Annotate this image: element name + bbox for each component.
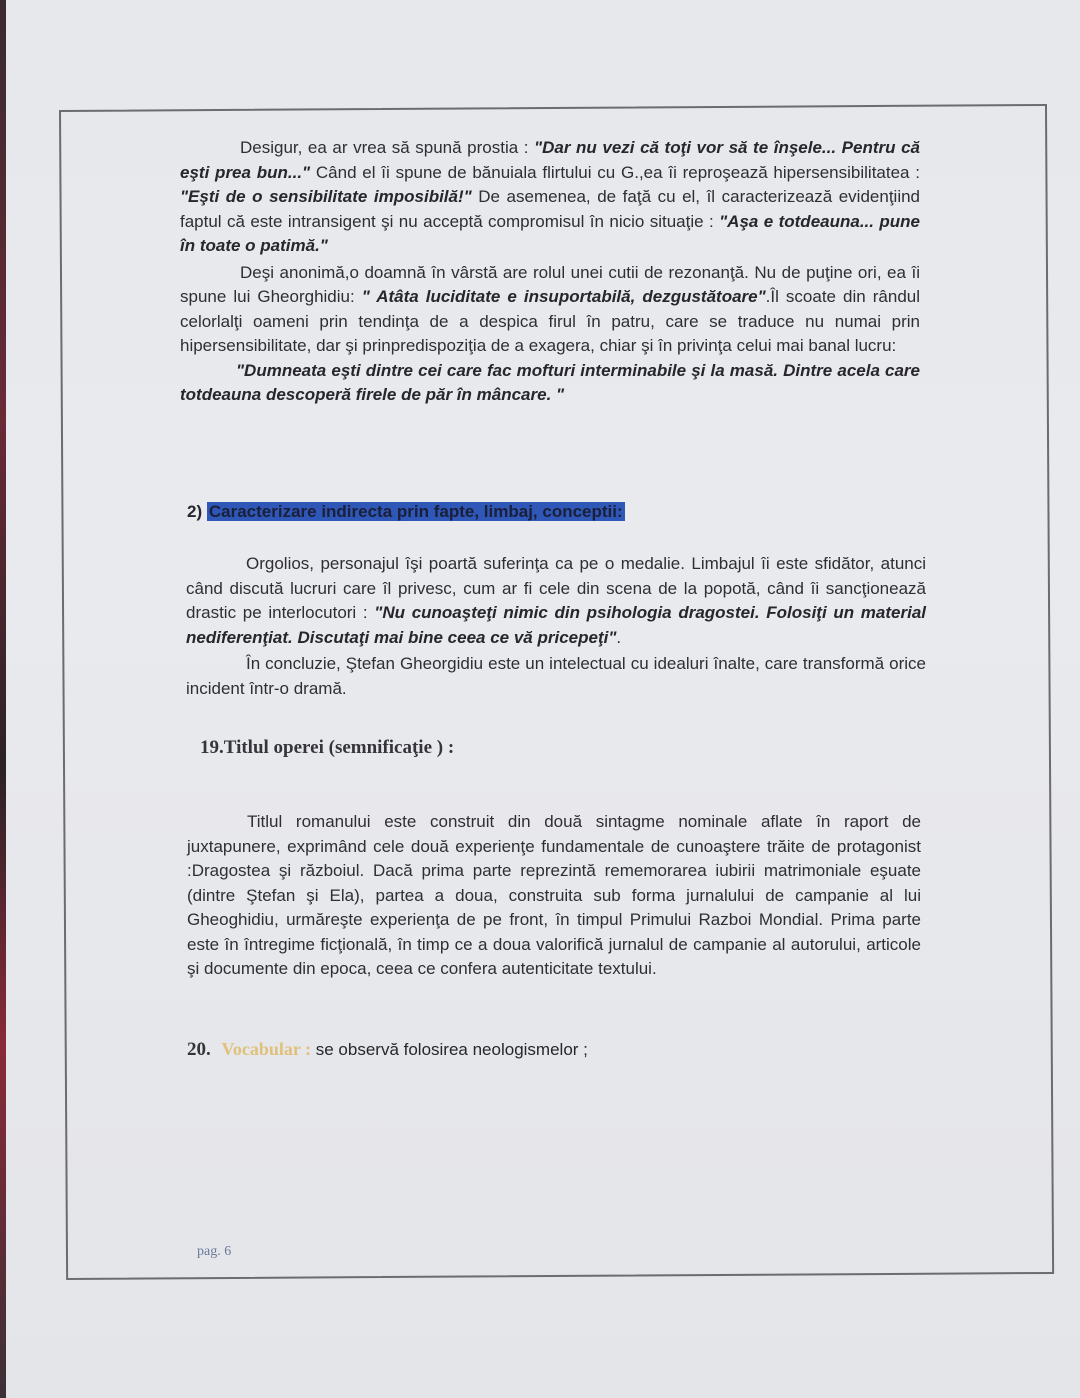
section-19-body	[187, 810, 921, 982]
text: Orgolios, personajul îşi poartă suferinţa ca pe o medalie. Limbajul îi este sfidător, atunci când discută lucruri care îl privesc, cum ar fi cele din scena de la popotă, când îi sancţionează drastic pe interlocutori :	[186, 554, 926, 622]
section-20	[187, 1037, 927, 1063]
section-heading: 19.Titlul operei (semnificaţie ) :	[200, 737, 455, 758]
section-number: 2)	[187, 502, 203, 521]
section-2	[187, 500, 927, 525]
paragraph-6: Titlul romanului este construit din două sintagme nominale aflate în raport de juxtapunere, exprimând cele două experienţe fundamentale de cunoaştere trăite de protagonist :Dragostea şi războiul. Dacă prima parte reprezintă rememorarea iubirii matrimoniale eşuate (dintre Ştefan şi Ela), partea a doua, construita sub forma jurnalului de campanie al lui Gheoghidiu, urmăreşte experienţa de pe front, în timpul Primului Razboi Mondial. Prima parte este în întregime ficţională, în timp ce a doua valorifică jurnalul de campanie al autorului, articole şi documente din epoca, ceea ce confera autenticitate textului.	[187, 812, 921, 978]
quote: "Dumneata eşti dintre cei care fac mofturi interminabile şi la masă. Dintre acela care totdeauna descoperă firele de păr în mâncare. "	[180, 360, 920, 404]
paragraph-5: În concluzie, Ştefan Gheorgidiu este un intelectual cu idealuri înalte, care transformă orice incident într-o dramă.	[186, 654, 926, 698]
page-number: pag. 6	[197, 1244, 232, 1259]
text: Când el îi spune de bănuiala flirtului cu G.,ea îi reproşează hipersensibilitatea :	[310, 162, 921, 182]
vocabulary-label: Vocabular :	[221, 1039, 312, 1059]
quote: "Dar nu vezi că toţi vor să te înşele... Pentru că eşti prea bun..."	[180, 138, 920, 182]
quote: "Nu cunoaşteţi nimic din psihologia dragostei. Folosiţi un material nediferenţiat. Discutaţi mai bine ceea ce vă pricepeţi"	[186, 603, 926, 647]
section-2-body	[186, 552, 926, 701]
section-heading	[187, 1037, 927, 1063]
paragraph-2	[180, 261, 920, 359]
text: se observă folosirea neologismelor ;	[311, 1040, 588, 1059]
section-number: 20.	[187, 1039, 211, 1060]
highlighted-title: Caracterizare indirecta prin fapte, limbaj, conceptii:	[208, 502, 623, 521]
quote: "Eşti de o sensibilitate imposibilă!"	[180, 187, 472, 206]
quote: "Aşa e totdeauna... pune în toate o patimă."	[180, 211, 920, 255]
text: De asemenea, de faţă cu el, îl caracterizează evidenţiind faptul că este intransigent şi nu acceptă compromisul în nicio situaţie :	[180, 187, 921, 231]
text: .	[616, 627, 622, 647]
paragraph-4	[186, 552, 926, 650]
paragraph-1	[180, 136, 920, 259]
paragraph-3	[180, 359, 920, 408]
quote: " Atâta luciditate e insuportabilă, dezgustătoare"	[361, 287, 766, 306]
text: Deşi anonimă,o doamnă în vârstă are rolul unei cutii de rezonanţă. Nu de puţine ori, ea îi spune lui Gheorghidiu:	[180, 262, 920, 306]
text: .Îl scoate din rândul celorlalţi oameni prin tendinţa de a despica firul în patru, care se traduce nu numai prin hipersensibilitate, dar şi prinpredispoziţia de a exagera, chiar şi în privinţa celui mai banal lucru:	[180, 287, 921, 355]
section-19	[200, 736, 940, 761]
section-heading	[187, 500, 927, 525]
paper-sheet	[6, 0, 1080, 1398]
section-1	[180, 136, 920, 408]
text: Desigur, ea ar vrea să spună prostia :	[240, 138, 535, 157]
